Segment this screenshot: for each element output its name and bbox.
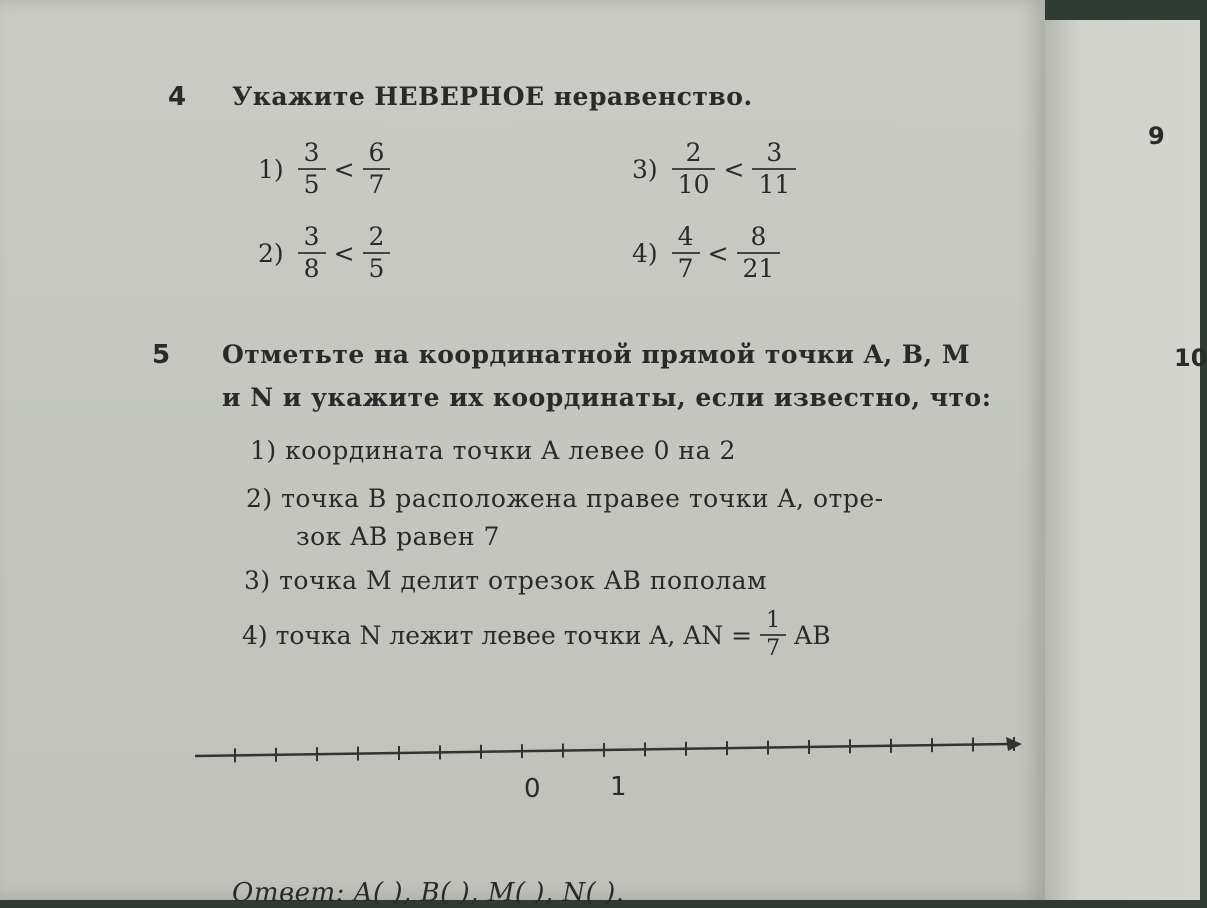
less-sign: <	[707, 238, 729, 268]
option-label: 4)	[632, 238, 658, 268]
numerator: 3	[752, 138, 796, 170]
fraction	[760, 608, 786, 663]
task4-number: 4	[168, 82, 187, 112]
task5-prompt-line1: Отметьте на координатной прямой точки A, B, M	[222, 340, 971, 369]
fraction	[672, 138, 716, 200]
task5-item-2: 2) точка B расположена правее точки A, отре-	[246, 484, 884, 513]
option-label: 1)	[258, 154, 284, 184]
option-label: 3)	[632, 154, 658, 184]
fraction	[363, 222, 391, 284]
numerator: 1	[760, 608, 786, 636]
denominator: 7	[368, 170, 385, 199]
numerator: 2	[672, 138, 716, 170]
numerator: 8	[737, 222, 781, 254]
fraction	[672, 222, 700, 284]
numerator: 2	[363, 222, 391, 254]
task5-item-1: 1) координата точки A левее 0 на 2	[250, 436, 736, 465]
task4-option-4	[632, 222, 782, 284]
fraction	[298, 138, 326, 200]
less-sign: <	[723, 154, 745, 184]
task5-item-3: 3) точка M делит отрезок AB пополам	[244, 566, 768, 595]
page-number-10: 10	[1174, 344, 1207, 372]
axis-label-one: 1	[610, 772, 627, 802]
task5-item-2-cont: зок AB равен 7	[296, 522, 500, 551]
denominator: 21	[742, 254, 775, 283]
item4-prefix: 4) точка N лежит левее точки A, AN =	[242, 620, 753, 650]
numerator: 3	[298, 222, 326, 254]
fraction	[298, 222, 326, 284]
axis-label-zero: 0	[524, 774, 541, 804]
number-line	[0, 690, 1045, 810]
task4-option-2	[258, 222, 392, 284]
denominator: 7	[677, 254, 694, 283]
answer-line: Ответ: A( ), B( ), M( ), N( ).	[232, 878, 625, 908]
denominator: 10	[677, 170, 710, 199]
less-sign: <	[333, 154, 355, 184]
fraction	[737, 222, 781, 284]
fraction	[752, 138, 796, 200]
numerator: 6	[363, 138, 391, 170]
next-page	[1038, 20, 1207, 900]
task4-prompt: Укажите НЕВЕРНОЕ неравенство.	[232, 82, 753, 111]
item4-suffix: AB	[794, 620, 831, 650]
denominator: 8	[303, 254, 320, 283]
denominator: 5	[368, 254, 385, 283]
task4-option-3	[632, 138, 798, 200]
less-sign: <	[333, 238, 355, 268]
task4-option-1	[258, 138, 392, 200]
task5-item-4	[242, 608, 831, 663]
denominator: 11	[758, 170, 791, 199]
numerator: 3	[298, 138, 326, 170]
page-number-9: 9	[1148, 122, 1165, 150]
fraction	[363, 138, 391, 200]
option-label: 2)	[258, 238, 284, 268]
denominator: 5	[303, 170, 320, 199]
task5-number: 5	[152, 340, 171, 370]
denominator: 7	[766, 636, 781, 662]
numerator: 4	[672, 222, 700, 254]
task5-prompt-line2: и N и укажите их координаты, если известно, что:	[222, 383, 992, 412]
